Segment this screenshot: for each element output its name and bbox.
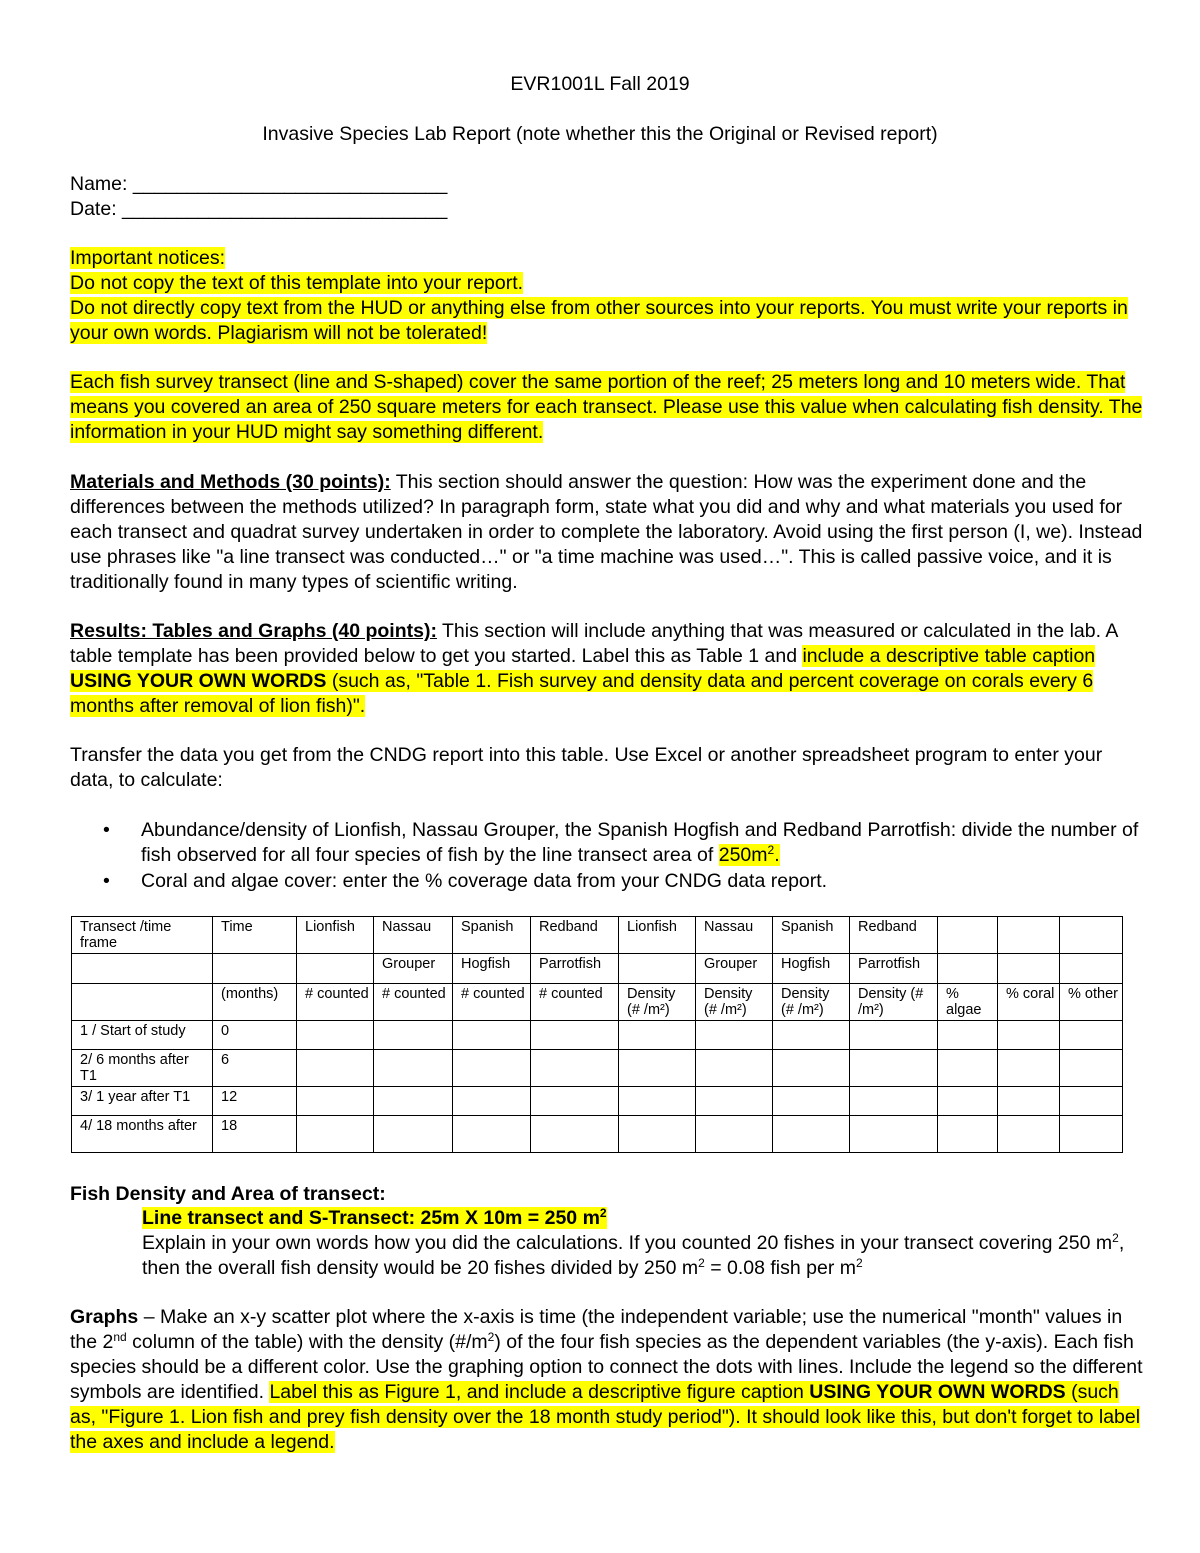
table-cell xyxy=(453,1021,531,1050)
table-cell xyxy=(297,1087,374,1116)
table-header-cell: Hogfish xyxy=(773,954,850,984)
table-cell xyxy=(998,1021,1060,1050)
table-cell xyxy=(1060,1050,1123,1087)
bullet-icon: • xyxy=(103,870,110,892)
data-table xyxy=(71,916,1123,1153)
table-cell xyxy=(531,1021,619,1050)
table-header-cell: Density (# /m²) xyxy=(619,984,696,1021)
graphs-heading: Graphs xyxy=(70,1306,139,1328)
table-cell xyxy=(850,1087,938,1116)
table-row xyxy=(72,1021,1123,1050)
table-cell xyxy=(696,1050,773,1087)
table-header-row xyxy=(72,954,1123,984)
table-cell xyxy=(938,1116,998,1153)
table-row xyxy=(72,1087,1123,1116)
table-header-row xyxy=(72,984,1123,1021)
table-cell xyxy=(619,1050,696,1087)
table-cell xyxy=(374,1087,453,1116)
table-cell xyxy=(297,1021,374,1050)
table-header-cell xyxy=(1060,954,1123,984)
table-cell xyxy=(374,1050,453,1087)
table-header-cell: # counted xyxy=(374,984,453,1021)
table-header-cell: (months) xyxy=(213,984,297,1021)
table-cell: 3/ 1 year after T1 xyxy=(72,1087,213,1116)
table-cell xyxy=(773,1116,850,1153)
table-header-cell: Lionfish xyxy=(619,917,696,954)
table-cell xyxy=(1060,1087,1123,1116)
table-cell xyxy=(998,1050,1060,1087)
table-header-cell xyxy=(72,954,213,984)
table-header-cell: % algae xyxy=(938,984,998,1021)
methods-body: This section should answer the question: How was the experiment done and the differences between the methods utilized? In paragraph form, state what you did and why and what materials you used for each transect and quadrat survey undertaken in order to complete the laboratory. Avoid using the first person (I, we). Instead use phrases like "a line transect was conducted…" or "a time machine was used…". This is called passive voice, and it is traditionally found in many types of scientific writing. xyxy=(70,471,1143,593)
table-header-cell: Parrotfish xyxy=(850,954,938,984)
transfer-paragraph: Transfer the data you get from the CNDG report into this table. Use Excel or another spreadsheet program to enter your data, to calculate: xyxy=(70,744,1103,791)
table-cell xyxy=(619,1116,696,1153)
table-cell xyxy=(998,1116,1060,1153)
table-cell xyxy=(374,1021,453,1050)
table-header-cell: Density (# /m²) xyxy=(773,984,850,1021)
table-cell xyxy=(531,1050,619,1087)
table-cell: 2/ 6 months after T1 xyxy=(72,1050,213,1087)
notice-line-1: Do not copy the text of this template into your report. xyxy=(70,272,524,294)
bullet-icon: • xyxy=(103,819,110,841)
table-header-cell: Lionfish xyxy=(297,917,374,954)
table-header-cell: # counted xyxy=(453,984,531,1021)
table-cell xyxy=(850,1021,938,1050)
table-cell xyxy=(696,1116,773,1153)
table-cell xyxy=(1060,1021,1123,1050)
table-header-cell: Density (# /m²) xyxy=(696,984,773,1021)
table-cell xyxy=(619,1087,696,1116)
table-header-cell: Spanish xyxy=(453,917,531,954)
table-cell xyxy=(374,1116,453,1153)
date-field: Date: ______________________________ xyxy=(70,198,448,220)
table-header-cell: Hogfish xyxy=(453,954,531,984)
table-cell xyxy=(1060,1116,1123,1153)
results-section: Results: Tables and Graphs (40 points): This section will include anything that was measured or calculated in the lab. A table template has been provided below to get you started. Label this as Table 1 and include a descriptive table caption USING YOUR OWN WORDS (such as, "Table 1. Fish survey and density data and percent coverage on corals every 6 months after removal of lion fish)". xyxy=(70,620,1118,717)
table-cell: 18 xyxy=(213,1116,297,1153)
table-header-cell: Density (# /m²) xyxy=(850,984,938,1021)
table-header-cell xyxy=(619,954,696,984)
table-row xyxy=(72,1050,1123,1087)
methods-section xyxy=(70,470,1145,595)
table-cell xyxy=(297,1050,374,1087)
table-header-cell xyxy=(998,954,1060,984)
table-cell xyxy=(938,1050,998,1087)
density-formula: Line transect and S-Transect: 25m X 10m = 250 $m^2$ xyxy=(142,1206,607,1229)
table-cell: 6 xyxy=(213,1050,297,1087)
table-header-cell xyxy=(1060,917,1123,954)
table-header-cell: Redband xyxy=(850,917,938,954)
table-header-cell xyxy=(72,984,213,1021)
density-heading: Fish Density and Area of transect: xyxy=(70,1183,386,1205)
table-cell xyxy=(938,1021,998,1050)
table-cell xyxy=(531,1087,619,1116)
document-page: EVR1001L Fall 2019 Invasive Species Lab Report (note whether this the Original or Revised report) Name: _____________________________ Date: ______________________________ Important notices: Do not copy the text of this template into your report. Do not directly copy text from the HUD or anything else from other sources into your reports. You must write your reports in your own words. Plagiarism will not be tolerated! Each fish survey transect (line and S-shaped) cover the same portion of the reef; 25 meters long and 10 meters wide. That means you covered an area of 250 square meters for each transect. Please use this value when calculating fish density. The information in your HUD might say something different. Materials and Methods (30 points): This section should answer the question: How was the experiment done and the differences between the methods utilized? In paragraph form, state what you did and why and what materials you used for each transect and quadrat survey undertaken in order to complete the laboratory. Avoid using the first person (I, we). Instead use phrases like "a line transect was conducted…" or "a time machine was used…". This is called passive voice, and it is traditionally found in many types of scientific writing. Results: Tables and Graphs (40 points): This section will include anything that was measured or calculated in the lab. A table template has been provided below to get you started. Label this as Table 1 and include a descriptive table caption USING YOUR OWN WORDS (such as, "Table 1. Fish survey and density data and percent coverage on corals every 6 months after removal of lion fish)". Transfer the data you get from the CNDG report into this table. Use Excel or another spreadsheet program to enter your data, to calculate: • Abundance/density of Lionfish, Nassau Grouper, the Spanish Hogfish and Redband Parrotfish: divide the number of fish observed for all four species of fish by the line transect area of $250m^2$. • Coral and algae cover: enter the % coverage data from your CNDG data report. Transect /time frame Time Lionfish Nassau Spanish Redband Lionfish Nassau Spanish Redband Grouper Hogfish Parrotfish Grouper Hogfish Parrotfish (months) # counted # counted # counted # counted Density (# /m²) Density (# /m²) Density (# /m²) Density (# /m²) % algae % coral % other 1 / Start of study 0 2/ 6 months after T1 6 3/ 1 year after T1 12 4/ 18 months after 18 Fish Density and Area of transect: Line transect and S-Transect: 25m X 10m = 250 $m^2$ Explain in your own words how you did the calculations. If you counted 20 fishes in your transect covering 250 $m^2$, then the overall fish density would be 20 fishes divided by 250 $m^2 = 0.08$ fish per $m^2$ Graphs – Make an x-y scatter plot where the x-axis is time (the independent variable; use the numerical "month" values in the 2nd column of the table) with the density $(\#/m^2)$ of the four fish species as the dependent variables (the y-axis). Each fish species should be a different color. Use the graphing option to connect the dots with lines. Include the legend so the different symbols are identified. Label this as Figure 1, and include a descriptive figure caption USING YOUR OWN WORDS (such as, "Figure 1. Lion fish and prey fish density over the 18 month study period"). It should look like this, but don't forget to label the axes and include a legend. xyxy=(0,0,1200,1553)
report-title: Invasive Species Lab Report (note whether this the Original or Revised report) xyxy=(262,123,938,145)
table-header-cell xyxy=(938,954,998,984)
table-cell xyxy=(696,1087,773,1116)
density-explanation: Explain in your own words how you did the calculations. If you counted 20 fishes in your transect covering 250 $m^2$, then the overall fish density would be 20 fishes divided by 250 $m^2 = 0.08$ fish per $m^2$ xyxy=(142,1231,1125,1279)
table-cell xyxy=(453,1116,531,1153)
table-cell xyxy=(773,1050,850,1087)
table-header-cell: Grouper xyxy=(696,954,773,984)
table-header-cell: Spanish xyxy=(773,917,850,954)
table-header-cell: Transect /time frame xyxy=(72,917,213,954)
table-cell xyxy=(998,1087,1060,1116)
notice-line-2: Do not directly copy text from the HUD or anything else from other sources into your reports. You must write your reports in your own words. Plagiarism will not be tolerated! xyxy=(70,297,1128,344)
table-header-cell: # counted xyxy=(297,984,374,1021)
table-cell: 4/ 18 months after xyxy=(72,1116,213,1153)
table-header-cell: Grouper xyxy=(374,954,453,984)
table-header-cell: % coral xyxy=(998,984,1060,1021)
table-header-cell xyxy=(213,954,297,984)
results-heading: Results: Tables and Graphs (40 points): xyxy=(70,620,437,642)
table-header-cell: % other xyxy=(1060,984,1123,1021)
table-cell: 0 xyxy=(213,1021,297,1050)
course-header: EVR1001L Fall 2019 xyxy=(510,73,690,95)
table-header-row xyxy=(72,917,1123,954)
table-header-cell: Parrotfish xyxy=(531,954,619,984)
graphs-section: Graphs – Make an x-y scatter plot where the x-axis is time (the independent variable; use the numerical "month" values in the 2nd column of the table) with the density $(\#/m^2)$ of the four fish species as the dependent variables (the y-axis). Each fish species should be a different color. Use the graphing option to connect the dots with lines. Include the legend so the different symbols are identified. Label this as Figure 1, and include a descriptive figure caption USING YOUR OWN WORDS (such as, "Figure 1. Lion fish and prey fish density over the 18 month study period"). It should look like this, but don't forget to label the axes and include a legend. xyxy=(70,1306,1143,1453)
table-header-cell xyxy=(998,917,1060,954)
methods-heading: Materials and Methods (30 points): xyxy=(70,471,391,493)
table-header-cell: Time xyxy=(213,917,297,954)
table-cell xyxy=(773,1021,850,1050)
table-cell xyxy=(453,1087,531,1116)
table-row xyxy=(72,1116,1123,1153)
table-cell xyxy=(696,1021,773,1050)
table-cell xyxy=(773,1087,850,1116)
table-cell xyxy=(531,1116,619,1153)
table-header-cell: # counted xyxy=(531,984,619,1021)
table-cell xyxy=(850,1050,938,1087)
name-field: Name: _____________________________ xyxy=(70,173,448,195)
table-header-cell: Redband xyxy=(531,917,619,954)
table-cell xyxy=(938,1087,998,1116)
table-header-cell xyxy=(297,954,374,984)
notices-heading: Important notices: xyxy=(70,247,225,269)
table-cell: 1 / Start of study xyxy=(72,1021,213,1050)
table-header-cell: Nassau xyxy=(374,917,453,954)
transect-notice: Each fish survey transect (line and S-shaped) cover the same portion of the reef; 25 meters long and 10 meters wide. That means you covered an area of 250 square meters for each transect. Please use this value when calculating fish density. The information in your HUD might say something different. xyxy=(70,371,1143,443)
table-header-cell: Nassau xyxy=(696,917,773,954)
table-cell xyxy=(850,1116,938,1153)
table-cell xyxy=(453,1050,531,1087)
table-header-cell xyxy=(938,917,998,954)
table-cell xyxy=(619,1021,696,1050)
table-cell: 12 xyxy=(213,1087,297,1116)
table-cell xyxy=(297,1116,374,1153)
